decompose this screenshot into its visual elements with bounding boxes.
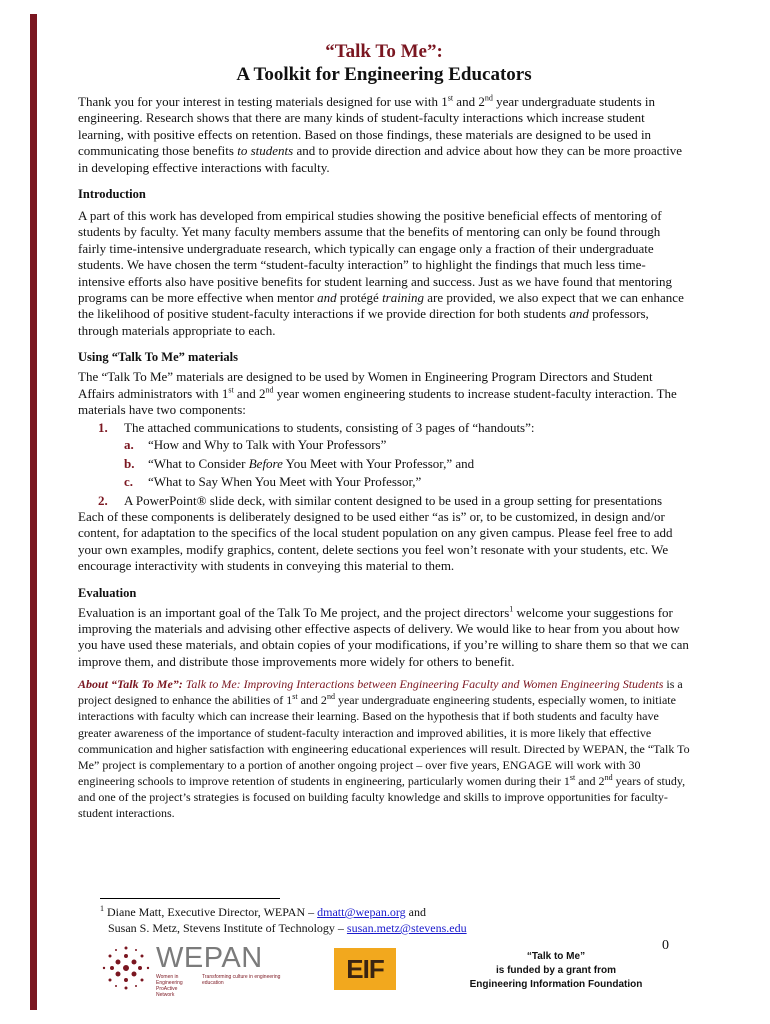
evaluation-heading: Evaluation (78, 585, 137, 600)
document-body (78, 40, 690, 833)
list-item: 1. The attached communications to students, consisting of 3 pages of “handouts”: a. “How and Why to Talk with Your Professors” b. “What to Consider Before You Meet with Your Professor,” and c. “What to Say When You Meet with Your Professor,” (78, 419, 690, 492)
wepan-subtitle: Women in Engineering ProActive Network (156, 974, 183, 998)
funding-note: “Talk to Me” is funded by a grant from Engineering Information Foundation (469, 951, 643, 990)
eif-wordmark: EIF (346, 954, 384, 984)
customization-paragraph: Each of these components is deliberately designed to be used either “as is” or, to be customized, in design and/or content, for adaptation to the specifics of the local student population on any given campus. Please feel free to add your own examples, modify graphics, content, delete sections you feel won’t resonate with your students, etc. We encourage interactivity with students in conveying this material to them. (78, 509, 673, 574)
eif-logo (334, 948, 396, 990)
footnote-rule (100, 898, 280, 899)
wepan-dots-icon (98, 942, 154, 994)
title-line-1: “Talk To Me”: (325, 41, 443, 62)
about-label: About “Talk To Me”: (78, 677, 183, 692)
using-heading: Using “Talk To Me” materials (78, 350, 238, 365)
wepan-logo (98, 942, 281, 998)
project-title: Talk to Me: Improving Interactions between Engineering Faculty and Women Engineering Students (182, 677, 664, 692)
title-line-2: A Toolkit for Engineering Educators (236, 64, 532, 85)
components-list (78, 419, 690, 510)
evaluation-paragraph: Evaluation is an important goal of the Talk To Me project, and the project directors$^1$ welcome your suggestions for improving the materials and advising other effective aspects of delivery. We would like to hear from you about how you have used these materials, and obtain copies of your modifications, if you’re willing to share them so that we can improve them, and distribute those improvements more widely for others to benefit. (78, 604, 689, 669)
introduction-heading: Introduction (78, 187, 146, 202)
email-link-dmatt[interactable]: dmatt@wepan.org (317, 905, 406, 919)
list-item: c. “What to Say When You Meet with Your Professor,” (124, 474, 422, 489)
introduction-paragraph: A part of this work has developed from empirical studies showing the positive beneficial effects of mentoring of students by faculty. Yet many faculty members assume that the benefits of mentoring can only be found through fairly time-intensive undergraduate research, which typically can engage only a fraction of their undergraduate students. We have chosen the term “student-faculty interaction” to highlight the findings that much less time-intensive efforts also have positive benefits for student learning and success. Just as we have found that mentoring programs can be more effective when mentor and protégé training are provided, we also expect that we can enhance the likelihood of positive student-faculty interactions if we provide direction for both students and professors, through materials appropriate to each. (78, 208, 684, 338)
page-number: 0 (662, 938, 669, 953)
list-item: a. “How and Why to Talk with Your Professors” (124, 437, 387, 452)
using-paragraph: The “Talk To Me” materials are designed to be used by Women in Engineering Program Directors and Student Affairs administrators with 1st and 2nd year women engineering students to increase student-faculty interaction. The materials have two components: (78, 369, 677, 418)
about-paragraph: About “Talk To Me”: Talk to Me: Improving Interactions between Engineering Faculty and Women Engineering Students is a project designed to enhance the abilities of 1st and 2nd year undergraduate engineering students, especially women, to initiate interactions with faculty which can increase their learning. Based on the hypothesis that if both students and faculty have greater awareness of the importance of student-faculty interaction and improved abilities, it is more likely that effective communication and higher satisfaction with engineering educational experiences will result. Directed by WEPAN, the “Talk To Me” project is complementary to a portion of another ongoing project – over five years, ENGAGE will work with 30 engineering schools to improve retention of students in engineering, particularly women during their 1st and 2nd years of study, and one of the project’s strategies is focused on building faculty knowledge and skills to improve opportunities for faculty-student interactions. (78, 677, 690, 820)
email-link-smetz[interactable]: susan.metz@stevens.edu (346, 921, 467, 935)
list-item: 2. A PowerPoint® slide deck, with similar content designed to be used in a group setting for presentations (98, 492, 663, 508)
intro-paragraph: Thank you for your interest in testing materials designed for use with 1st and 2nd year undergraduate students in engineering. Research shows that there are many kinds of student-faculty interactions which increase student learning, with positive effects on retention. Based on those findings, these materials are designed to be used in communicating those benefits to students and to provide direction and advice about how they can be more proactive in developing effective interactions with faculty. (78, 93, 682, 175)
footnote: $^1$ Diane Matt, Executive Director, WEPAN – dmatt@wepan.org and Susan S. Metz, Stevens Institute of Technology – susan.metz@stevens.edu (100, 904, 467, 935)
wepan-wordmark: WEPAN (156, 942, 263, 974)
list-item: b. “What to Consider Before You Meet with Your Professor,” and (124, 455, 475, 471)
handouts-list (124, 436, 690, 492)
left-accent-bar (30, 14, 37, 1010)
wepan-tagline: Transforming culture in engineering education (202, 974, 281, 986)
